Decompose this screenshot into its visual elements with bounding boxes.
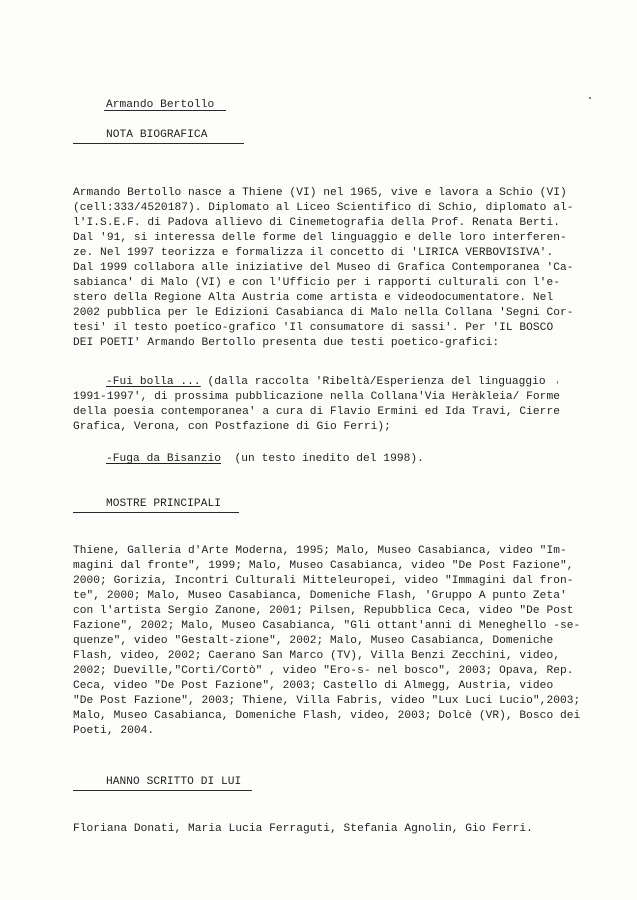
bio-line: 2002 pubblica per le Edizioni Casabianca di Malo nella Collana 'Segni Cor-	[73, 307, 574, 319]
work-title: -Fui bolla ...	[106, 376, 201, 388]
mostre-line: quenze", video "Gestalt-zione", 2002; Malo, Museo Casabianca, Domeniche	[73, 635, 554, 647]
mostre-line: Ceca, video "De Post Fazione", 2003; Castello di Almegg, Austria, video	[73, 680, 554, 692]
bio-line: DEI POETI' Armando Bertollo presenta due testi poetico-grafici:	[73, 337, 500, 349]
mostre-line: "De Post Fazione", 2003; Thiene, Villa Fabris, video "Lux Luci Lucio",2003;	[73, 695, 581, 707]
writers-list: Floriana Donati, Maria Lucia Ferraguti, Stefania Agnolin, Gio Ferri.	[73, 823, 533, 835]
author-underline	[104, 110, 226, 111]
bio-line: tesi' il testo poetico-grafico 'Il consumatore di sassi'. Per 'IL BOSCO	[73, 322, 554, 334]
mostre-line: Thiene, Galleria d'Arte Moderna, 1995; Malo, Museo Casabianca, video "Im-	[73, 545, 567, 557]
mostre-line: Fazione", 2002; Malo, Museo Casabianca, "Gli ottant'anni di Meneghello -se-	[73, 620, 581, 632]
work-line: 1991-1997', di prossima pubblicazione nella Collana'Via Heràkleia/ Forme	[73, 391, 560, 403]
bio-line: stero della Regione Alta Austria come artista e videodocumentatore. Nel	[73, 292, 554, 304]
work-first-line	[106, 375, 546, 389]
mostre-line: Flash, video, 2002; Caerano San Marco (TV), Villa Benzi Zecchini, video,	[73, 650, 560, 662]
work-title: -Fuga da Bisanzio	[106, 453, 221, 465]
mostre-line: 2000; Gorizia, Incontri Culturali Mitteleuropei, video "Immagini dal fron-	[73, 575, 574, 587]
bio-line: Dal 1999 collabora alle iniziative del Museo di Grafica Contemporanea 'Ca-	[73, 262, 574, 274]
mostre-line: Poeti, 2004.	[73, 725, 155, 737]
work-description: (dalla raccolta 'Ribeltà/Esperienza del linguaggio	[200, 376, 546, 388]
scan-speck	[589, 97, 591, 99]
nota-biografica-rule	[73, 143, 244, 144]
bio-line: sabianca' di Malo (VI) e con l'Ufficio per i rapporti culturali con l'e-	[73, 277, 560, 289]
section-title-hanno-scritto-di-lui: HANNO SCRITTO DI LUI	[106, 776, 242, 788]
section-title-nota-biografica: NOTA BIOGRAFICA	[106, 129, 208, 141]
hanno-scritto-rule	[73, 790, 252, 791]
work-line: Grafica, Verona, con Postfazione di Gio Ferri);	[73, 421, 391, 433]
bio-line: l'I.S.E.F. di Padova allievo di Cinemetografia della Prof. Renata Berti.	[73, 217, 560, 229]
work-line: della poesia contemporanea' a cura di Flavio Ermini ed Ida Travi, Cierre	[73, 406, 560, 418]
mostre-line: 2002; Dueville,"Cortì/Cortò" , video "Ero-s- nel bosco", 2003; Opava, Rep.	[73, 665, 574, 677]
bio-line: Dal '91, si interessa delle forme del linguaggio e delle loro interferen-	[73, 232, 567, 244]
scan-speck	[557, 381, 558, 384]
work-first-line	[106, 452, 424, 466]
bio-line: (cell:333/4520187). Diplomato al Liceo Scientifico di Schio, diplomato al-	[73, 202, 574, 214]
work-description: (un testo inedito del 1998).	[220, 453, 424, 465]
bio-line: ze. Nel 1997 teorizza e formalizza il concetto di 'LIRICA VERBOVISIVA'.	[73, 247, 554, 259]
mostre-line: con l'artista Sergio Zanone, 2001; Pilsen, Repubblica Ceca, video "De Post	[73, 605, 574, 617]
mostre-principali-rule	[73, 512, 239, 513]
section-title-mostre-principali: MOSTRE PRINCIPALI	[106, 498, 221, 510]
bio-line: Armando Bertollo nasce a Thiene (VI) nel 1965, vive e lavora a Schio (VI)	[73, 187, 567, 199]
mostre-line: magini dal fronte", 1999; Malo, Museo Casabianca, video "De Post Fazione",	[73, 560, 574, 572]
mostre-line: Malo, Museo Casabianca, Domeniche Flash, video, 2003; Dolcè (VR), Bosco dei	[73, 710, 581, 722]
mostre-line: te", 2000; Malo, Museo Casabianca, Domeniche Flash, 'Gruppo A punto Zeta'	[73, 590, 567, 602]
author-name: Armando Bertollo	[106, 99, 215, 111]
